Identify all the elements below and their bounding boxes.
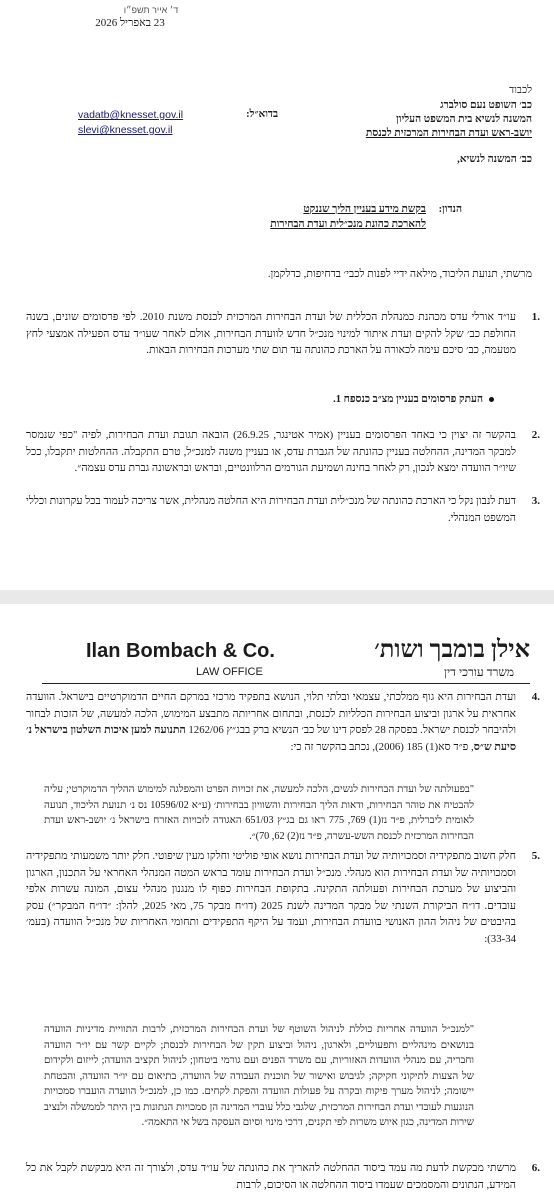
recipient-title: המשנה לנשיא בית המשפט העליון [396, 114, 532, 125]
paragraph-5-number: 5. [531, 850, 540, 862]
recipient-name: כב׳ השופט נעם סולברג [440, 100, 532, 111]
paragraph-2-number: 2. [531, 429, 540, 441]
bullet-icon [489, 397, 494, 402]
hebrew-date: ד׳ אייר תשפ״ו [123, 5, 179, 15]
email-link-1[interactable]: vadatb@knesset.gov.il [78, 109, 184, 121]
recipient-role: יושב-ראש ועדת הבחירות המרכזית לכנסת [365, 128, 532, 139]
subject-line-1: בקשת מידע בעניין הליך שננקט [303, 204, 426, 215]
paragraph-2: בהקשר זה יצוין כי באחד הפרסומים בעניין (אמיר אטינגר, 26.9.25) הובאה תגובת ועדת הבחירות, לפיה "כפי שנמסר למבקר המדינה, ההחלטה בעניין כהונתה של הגברת עדס, או בעניין משנה למנכ״ל, טרם התקבלה. ההחלטות יתקבלו, ככל שיו״ר הוועדה ימצא לנכון, רק לאחר בחינה ושמיעת הגורמים הרלוונטיים, ובראש ובראשונה גברת עדס עצמה״. [26, 429, 516, 474]
document-page-2 [0, 604, 554, 1200]
appendix-bullet [54, 393, 494, 407]
firm-subtitle-hebrew: משרד עורכי דין [443, 665, 514, 679]
letterhead-divider [42, 683, 530, 684]
paragraph-3: דעת לנבון נקל כי הארכת כהונתה של מנכ״לית ועדת הבחירות היא החלטה מנהלית, אשר צריכה לעמוד בכל עקרונות וכללי המשפט המנהלי. [26, 495, 516, 524]
quote-block-2: "למנכ״ל הוועדה אחריות כוללת לניהול השוטף של ועדת הבחירות המרכזית, לרבות התוויית מדיניות הוועדה בנושאים מינהליים ותפעוליים, ולארגון, ניהול וביצוע תקין של הבחירות לכנסת; לקיים קשר עם יו״ר הוועדה וחבריה, עם מנהלי הוועדות האזוריות, עם משרד הפנים ועם גורמי ביטחון; לניהול תקציב הוועדה; לייזום ולקידום של הצעות לתיקוני חקיקה; לגיבוש ואישור של תוכנית העבודה של הוועדה, בתיאום עם יו״ר הוועדה, והבטחת יישומה; לניהול מערך פיקוח ובקרה על פעולות הוועדה והפקת לקחים. כמו כן, למנכ״ל הוועדה הועברו סמכויות הנוגעות לעובדי ועדת הבחירות המרכזית, שלגבי כלל עובדי המדינה הן סמכויות הנתונות בין היתר לממשלה ולנציב שירות המדינה, כגון איוש משרות לפי תקנים, דרכי מינוי וסיום העסקה בשל אי התאמה״. [44, 1024, 474, 1128]
subject-label: הנדון: [438, 204, 462, 215]
paragraph-4-text-b: , פ״ד סא(1) 185 (2006), נכתב בהקשר זה כי: [290, 740, 474, 753]
paragraph-4-text-a: ועדת הבחירות היא גוף ממלכתי, עצמאי ובלתי תלוי, הנושא בתפקיד מרכזי במרקם החיים הדמוקרטיים בישראל. הוועדה אחראית על ארגון וביצוע הבחירות הכלליות לכנסת, ובתחום אחריותה מתבצע המימוש, הלכה למעשה, של הזכות לבחור ולהיבחר לכנסת ישראל. בפסקה 28 לפסק דינו של כב׳ הנשיא ברק בבג״ץ 1262/06 [26, 691, 516, 736]
case-name: התנועה למען איכות השלטון בישראל נ׳ סיעת ש״ס [26, 724, 516, 753]
intro-paragraph: מרשתי, תנועת הליכוד, מילאה ידיי לפנות לכבי׳ בדחיפות, כדלקמן. [267, 268, 532, 280]
paragraph-5: חלק חשוב מתפקידיה וסמכויותיה של ועדת הבחירות נושא אופי פוליטי וחלקו מעין שיפוטי. חלק יותר משמעותי מתפקידיה וסמכויותיה של ועדת הבחירות הוא מנהלי. מנכ״ל ועדת הבחירות עומד בראש המטה המנהלי האחראי על התכנון, הארגון והביצוע של מערכת הבחירות ופעולתה התקינה. בתקופת הבחירות כפוף לו מנגנון מנהלי עצום, המונה עשרות אלפי עובדים. דו״ח הביקורת השנתי של מבקר המדינה לשנת 2025 (דו״ח מבקר 75, מאי 2025, להלן: ״דו״ח המבקר״) עסק בהיבטים של ניהול ההון האנושי בוועדת הבחירות, ועמד על היקף התפקידים ותחומי האחריות של מנכ״ל הוועדה (בעמ׳ 33-34): [26, 850, 517, 945]
firm-name-hebrew: אילן בומבך ושות׳ [374, 637, 530, 663]
paragraph-1: עו״ד אורלי עדס מכהנת כמנהלת הכללית של ועדת הבחירות המרכזית לכנסת משנת 2010. לפי פרסומים שונים, בשנה החולפת כב׳ שקל להקים ועדת איתור למינוי מנכ״ל חדש לוועדת הבחירות, אולם לאחר שעו״ד עדס הפעילה אמצעי לחץ מטעמה, כב׳ סיכם עימה לכאורה על הארכת כהונתה עד תום שתי מערכות הבחירות הבאות. [26, 311, 516, 356]
firm-subtitle-english: LAW OFFICE [196, 666, 263, 678]
paragraph-1-number: 1. [531, 311, 540, 323]
paragraph-3-number: 3. [531, 495, 540, 507]
appendix-bullet-text: העתק פרסומים בעניין מצ״ב כנספח 1. [333, 394, 483, 405]
document-page-1 [0, 0, 554, 590]
paragraph-6-number: 6. [531, 1162, 540, 1174]
quote-block-1: "בפעולתה של ועדת הבחירות לגשים, הלכה למעשה, את זכויות הפרט והמפלגה למימוש ההליך הדמוקרטי; עליה להבטיח את טוהר הבחירות, ודאות הליך הבחירות והשוויון בבחירות׳ (ע״א 10596/02 נס נ׳ תנועת הליכוד, תנועה לאומית ליברלית, פ״ד נז(1) 769, 775 ראו גם בג״ץ 651/03 האגודה לזכויות האזרח בישראל נ׳ יושב-ראש ועדת הבחירות המרכזית לכנסת השש-עשרה, פ״ד נז(2) 62, 70)״. [44, 784, 475, 842]
salutation: כב׳ המשנה לנשיא, [457, 154, 532, 165]
page-separator [0, 590, 554, 604]
paragraph-4-number: 4. [531, 691, 540, 703]
paragraph-6: מרשתי מבקשת לדעת מה עמד ביסוד ההחלטה להאריך את כהונתה של עו״ד עדס, ולצורך זה היא מבקשת לקבל את כל המידע, הנתונים והמסמכים שעמדו ביסוד ההחלטה או הסיכום, לרבות [26, 1162, 516, 1191]
letter-date: 23 באפריל 2026 [95, 17, 165, 29]
paragraph-4 [26, 689, 516, 755]
firm-name-english: Ilan Bombach & Co. [86, 640, 275, 662]
email-link-2[interactable]: slevi@knesset.gov.il [78, 124, 173, 136]
email-label: בדוא״ל: [246, 109, 278, 120]
to-label: לכבוד [509, 85, 532, 96]
subject-line-2: להארכת כהונת מנכ״לית ועדת הבחירות [270, 219, 426, 230]
